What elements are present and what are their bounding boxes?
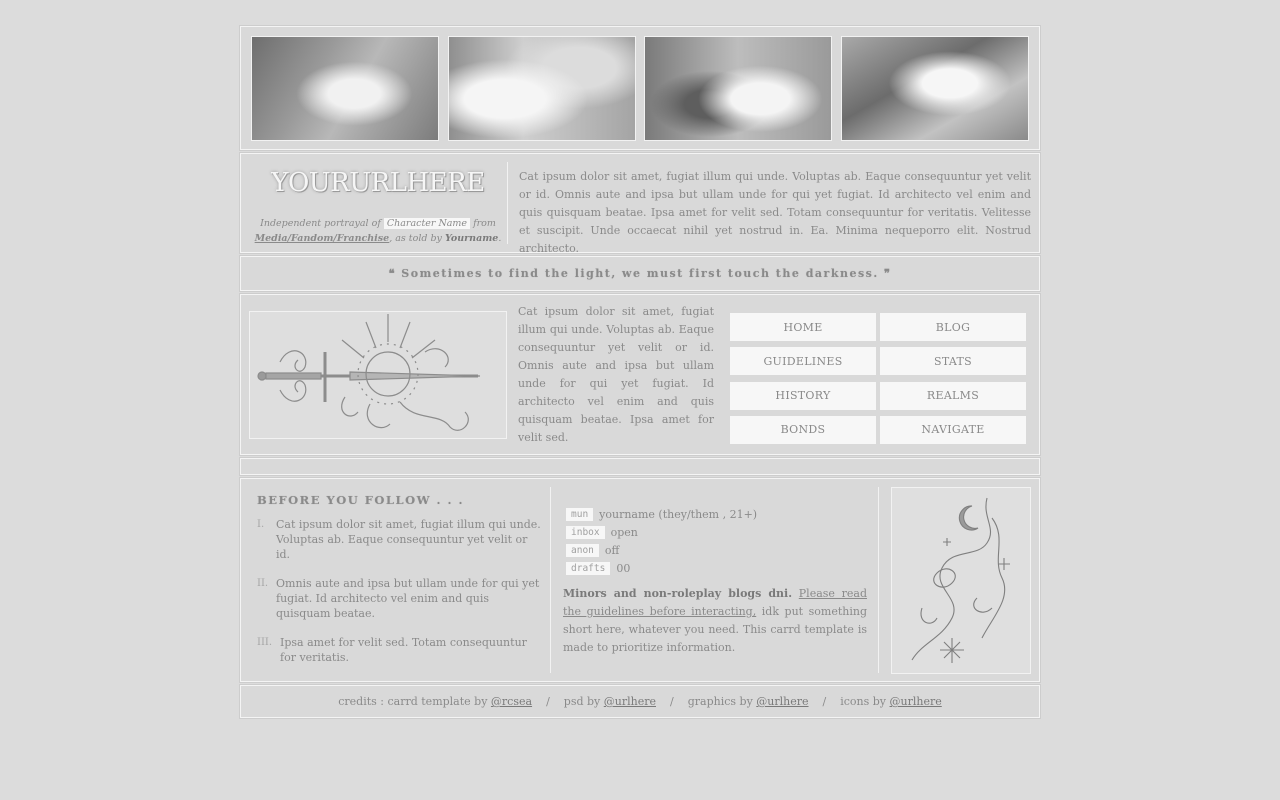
drafts-value: 00	[616, 561, 631, 575]
rule-text: Cat ipsum dolor sit amet, fugiat illum qui unde. Voluptas ab. Eaque consequuntur yet velit or id.	[276, 518, 541, 561]
middle-section	[240, 294, 1040, 455]
rule-number: III.	[257, 637, 273, 648]
header-image-elf-figure	[841, 36, 1029, 141]
psd-label: psd by	[563, 695, 601, 708]
anon-tag: anon	[566, 544, 599, 557]
intro-text: Cat ipsum dolor sit amet, fugiat illum qui unde. Voluptas ab. Eaque consequuntur yet velit or id. Omnis aute and ipsa but ullam unde for qui yet fugiat. Id architecto vel enim and quis quisquam beatae. Ipsa amet for velit sed. Totam consequuntur for veritatis. Velitesse et suscipit. Unde occaecat nihil yet nostrud in. Ea. Minima nequeporro elit. Nostrud architecto.	[519, 170, 1031, 255]
nav-home-button[interactable]: HOME	[730, 313, 876, 341]
graphics-label: graphics by	[687, 695, 753, 708]
nav-guidelines-button[interactable]: GUIDELINES	[730, 347, 876, 375]
inbox-value: open	[610, 525, 638, 539]
icons-credit-link[interactable]: @urlhere	[889, 695, 942, 708]
graphics-credit-link[interactable]: @urlhere	[756, 695, 809, 708]
anon-value: off	[604, 543, 620, 557]
moon-illustration	[892, 488, 1030, 673]
nav-realms-button[interactable]: REALMS	[880, 382, 1026, 410]
title-section	[240, 153, 1040, 253]
author-name: Yourname	[444, 233, 499, 244]
inbox-tag: inbox	[566, 526, 605, 539]
rule-number: II.	[257, 578, 269, 589]
dni-text: Minors and non-roleplay blogs dni.	[563, 587, 793, 600]
media-link[interactable]: Media/Fandom/Franchise	[254, 233, 390, 244]
rule-text: Omnis aute and ipsa but ullam unde for qui yet fugiat. Id architecto vel enim and quis quisquam beatae.	[276, 577, 540, 620]
divider-bar	[240, 458, 1040, 475]
list-item	[257, 517, 542, 562]
mid-text: Cat ipsum dolor sit amet, fugiat illum qui unde. Voluptas ab. Eaque consequuntur yet velit or id. Omnis aute and ipsa but ullam unde for qui yet fugiat. Id architecto vel enim and quis quisquam beatae. Ipsa amet for velit sed.	[518, 305, 714, 444]
info-row-drafts	[563, 559, 867, 577]
nav-stats-button[interactable]: STATS	[880, 347, 1026, 375]
header-image-crowned-figure	[251, 36, 439, 141]
mun-tag: mun	[566, 508, 593, 521]
info-paragraph	[563, 585, 867, 657]
header-image-knight-figure	[644, 36, 832, 141]
rule-text: Ipsa amet for velit sed. Totam consequuntur for veritatis.	[280, 636, 527, 664]
credits-bar	[240, 685, 1040, 718]
sword-illustration	[250, 312, 506, 438]
portrayal-from: from	[473, 218, 496, 229]
portrayal-line	[249, 216, 507, 246]
quote-text: ❝ Sometimes to find the light, we must first touch the darkness. ❞	[388, 267, 892, 280]
moon-graphic	[891, 487, 1031, 674]
nav-blog-button[interactable]: BLOG	[880, 313, 1026, 341]
portrayal-prefix: Independent portrayal of	[260, 218, 381, 229]
told-by: , as told by	[389, 233, 442, 244]
quote-section	[240, 256, 1040, 291]
rules-list	[257, 517, 542, 665]
follow-heading: BEFORE YOU FOLLOW . . .	[257, 493, 465, 507]
nav-navigate-button[interactable]: NAVIGATE	[880, 416, 1026, 444]
separator: /	[822, 695, 827, 708]
mun-value: yourname (they/them , 21+)	[599, 507, 758, 521]
info-panel	[551, 487, 879, 673]
site-title: YOURURLHERE	[271, 168, 485, 198]
icons-label: icons by	[840, 695, 887, 708]
credits-prefix: credits : carrd template by	[338, 695, 488, 708]
period: .	[498, 233, 502, 244]
bottom-section	[240, 478, 1040, 682]
separator: /	[670, 695, 674, 708]
follow-rules	[249, 487, 551, 673]
nav-history-button[interactable]: HISTORY	[730, 382, 876, 410]
info-row-anon	[563, 541, 867, 559]
list-item	[257, 576, 542, 621]
character-name-chip: Character Name	[384, 218, 470, 229]
info-rest-text: idk put something short here, whatever you need. This carrd template is made to prioritize information.	[563, 605, 868, 654]
page-container	[240, 26, 1040, 721]
header-image-antlered-figure	[448, 36, 636, 141]
title-block	[249, 162, 508, 244]
drafts-tag: drafts	[566, 562, 610, 575]
template-credit-link[interactable]: @rcsea	[490, 695, 533, 708]
psd-credit-link[interactable]: @urlhere	[603, 695, 656, 708]
guidelines-link[interactable]: Please read the guidelines before interacting,	[563, 587, 868, 618]
list-item	[257, 635, 542, 665]
nav-bonds-button[interactable]: BONDS	[730, 416, 876, 444]
nav-grid	[730, 313, 1026, 446]
header-images	[240, 26, 1040, 150]
info-row-inbox	[563, 523, 867, 541]
info-row-mun	[563, 505, 867, 523]
sword-graphic	[249, 311, 507, 439]
rule-number: I.	[257, 519, 265, 530]
separator: /	[546, 695, 550, 708]
